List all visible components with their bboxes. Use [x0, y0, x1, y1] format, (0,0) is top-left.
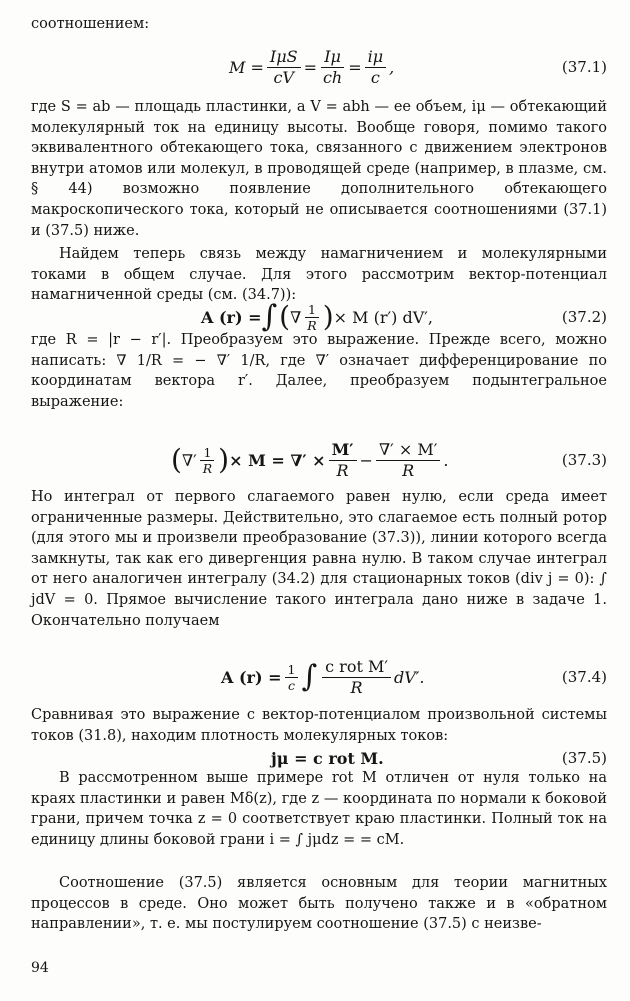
eq1-fraction-1: $\frac{\text{IμS}}{cV}$: [267, 47, 301, 86]
eq2-fraction: $\frac{1}{R}$: [304, 302, 319, 333]
eq3-middle: × M = ∇′ ×: [229, 450, 326, 470]
integral-sign: ∫: [261, 299, 278, 334]
equation-number: (37.4): [561, 668, 607, 686]
paragraph-basic-relation: Соотношение (37.5) является основным для теории магнитных процессов в среде. Оно может быть получено также и в «обратном направлении», т. е. мы постулируем соотношение (37.5) с неизве-: [31, 875, 607, 933]
nabla-symbol: ∇: [290, 307, 302, 327]
equation-number: (37.3): [561, 451, 607, 469]
eq3-fraction-1: $\frac{1}{R}$: [200, 445, 215, 476]
paragraph-explanation: где S = ab — площадь пластинки, а V = abh — ее объем, iμ — обтекающий молекулярный ток на единицу высоты. Вообще говоря, помимо такого эквивалентного обтекающего тока, связанного с движением электронов внутри атомов или молекул, в проводящей среде (например, в плазме, см. § 44) возможно появление дополнительного обтекающего макроскопического тока, который не описывается соотношениями (37.1) и (37.5) ниже.: [31, 99, 607, 239]
eq4-tail: dV′.: [393, 667, 425, 687]
eq4-fraction-1: $\frac{1}{c}$: [285, 662, 299, 693]
paragraph-comparison: Сравнивая это выражение с вектор-потенциалом произвольной системы токов (31.8), находим плотность молекулярных токов:: [31, 707, 607, 744]
equation-37-3: ( ∇′ $\frac{1}{R}$ ) × M = ∇′ × $\frac{M'}{R}$ − $\frac{\nabla' \times M'}{R}$ . (37.3): [31, 435, 607, 485]
eq2-rest: × M (r′) dV′,: [333, 307, 433, 327]
eq1-fraction-2: $\frac{I\mu}{ch}$: [322, 47, 343, 87]
eq2-lhs: A (r) =: [201, 307, 262, 327]
integral-sign: ∫: [301, 659, 318, 694]
eq4-lhs: A (r) =: [221, 667, 282, 687]
equation-number: (37.2): [561, 308, 607, 326]
eq3-fraction-2: $\frac{M'}{R}$: [329, 440, 357, 479]
eq4-fraction-2: $\frac{\text{c rot M′}}{R}$: [322, 657, 391, 696]
eq1-lhs: M =: [229, 57, 264, 77]
page-number: 94: [31, 960, 49, 976]
eq5-body: jμ = c rot M.: [271, 748, 384, 768]
equation-37-1: M = $\frac{\text{IμS}}{cV}$ = $\frac{I\mu}{ch}$ = $\frac{i\mu}{c}$ , (37.1): [31, 42, 607, 92]
equation-37-4: [31, 652, 607, 702]
paragraph-general-case: Найдем теперь связь между намагничением и молекулярными токами в общем случае. Для этого рассмотрим вектор-потенциал намагниченной среды (см. (34.7)):: [31, 246, 607, 304]
equation-37-2: A (r) = ∫ ( ∇ $\frac{1}{R}$ ) × M (r′) dV′, (37.2): [31, 292, 607, 342]
paragraph-intro: соотношением:: [31, 16, 150, 32]
paragraph-example: В рассмотренном выше примере rot M отличен от нуля только на краях пластинки и равен Mδ(z), где z — координата по нормали к боковой грани, причем точка z = 0 соответствует краю пластинки. Полный ток на единицу длины боковой грани i = ∫ jμdz = = cM.: [31, 770, 607, 848]
equation-number: (37.5): [561, 749, 607, 767]
eq3-fraction-3: $\frac{\nabla' \times M'}{R}$: [376, 440, 440, 479]
nabla-prime-symbol: ∇′: [181, 450, 197, 470]
paragraph-integral: Но интеграл от первого слагаемого равен нулю, если среда имеет ограниченные размеры. Действительно, это слагаемое есть полный ротор (для этого мы и произвели преобразование (37.3)), линии которого всегда замкнуты, так как его дивергенция равна нулю. В таком случае интеграл от него аналогичен интегралу (34.2) для стационарных токов (div j = 0): ∫ jdV = 0. Прямое вычисление такого интеграла дано ниже в задаче 1. Окончательно получаем: [31, 489, 607, 629]
equation-number: (37.1): [561, 58, 607, 76]
paragraph-transform: где R = |r − r′|. Преобразуем это выражение. Прежде всего, можно написать: ∇ 1/R = − ∇′ 1/R, где ∇′ означает дифференцирование по координатам вектора r′. Далее, преобразуем подынтегральное выражение:: [31, 332, 607, 410]
eq1-fraction-3: $\frac{i\mu}{c}$: [365, 47, 387, 86]
